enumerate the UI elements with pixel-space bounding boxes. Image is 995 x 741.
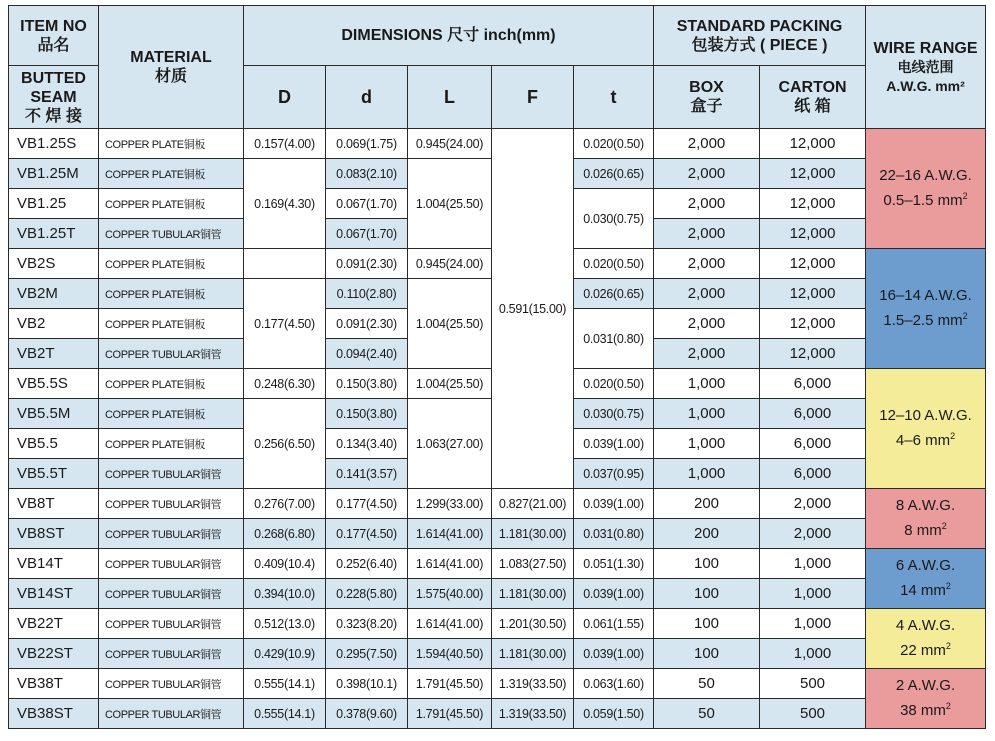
carton-cell: 12,000 (760, 249, 866, 279)
carton-cell: 6,000 (760, 369, 866, 399)
dim-L-header: L (408, 66, 492, 129)
dim-L-cell: 1.614(41.00) (408, 609, 492, 639)
carton-cell: 6,000 (760, 429, 866, 459)
dim-t-cell: 0.039(1.00) (574, 639, 654, 669)
dim-d-cell: 0.398(10.1) (326, 669, 408, 699)
dim-t-cell: 0.059(1.50) (574, 699, 654, 729)
spec-table (8, 5, 986, 729)
item-cell: VB8ST (9, 519, 99, 549)
dim-d-header: d (326, 66, 408, 129)
dim-t-cell: 0.039(1.00) (574, 429, 654, 459)
item-cell: VB5.5T (9, 459, 99, 489)
material-cell: COPPER TUBULAR铜管 (99, 489, 244, 519)
wire-range-cell: 22–16 A.W.G. 0.5–1.5 $mm^2$ (866, 129, 986, 249)
material-cell: COPPER PLATE铜板 (99, 369, 244, 399)
dim-d-cell: 0.177(4.50) (326, 489, 408, 519)
carton-cell: 1,000 (760, 609, 866, 639)
dim-F-cell: 0.827(21.00) (492, 489, 574, 519)
material-header: MATERIAL 材质 (99, 6, 244, 129)
item-cell: VB22ST (9, 639, 99, 669)
box-cell: 1,000 (654, 399, 760, 429)
box-cell: 50 (654, 699, 760, 729)
dim-d-cell: 0.323(8.20) (326, 609, 408, 639)
dim-D-cell: 0.429(10.9) (244, 639, 326, 669)
carton-cell: 12,000 (760, 309, 866, 339)
material-cell: COPPER TUBULAR铜管 (99, 549, 244, 579)
carton-cell: 1,000 (760, 549, 866, 579)
material-cell: COPPER PLATE铜板 (99, 429, 244, 459)
material-cell: COPPER TUBULAR铜管 (99, 519, 244, 549)
wire-range-cell: 4 A.W.G. 22 $mm^2$ (866, 609, 986, 669)
material-cell: COPPER TUBULAR铜管 (99, 699, 244, 729)
dim-L-cell: 1.614(41.00) (408, 549, 492, 579)
material-cell: COPPER TUBULAR铜管 (99, 639, 244, 669)
item-cell: VB38ST (9, 699, 99, 729)
box-cell: 2,000 (654, 189, 760, 219)
dim-L-cell: 1.791(45.50) (408, 669, 492, 699)
dim-d-cell: 0.067(1.70) (326, 219, 408, 249)
box-cell: 1,000 (654, 459, 760, 489)
box-cell: 2,000 (654, 339, 760, 369)
packing-header: STANDARD PACKING 包装方式 ( PIECE ) (654, 6, 866, 66)
dim-d-cell: 0.091(2.30) (326, 309, 408, 339)
box-cell: 100 (654, 579, 760, 609)
dim-L-cell: 1.004(25.50) (408, 369, 492, 399)
dim-d-cell: 0.134(3.40) (326, 429, 408, 459)
box-cell: 100 (654, 549, 760, 579)
dim-D-cell: 0.409(10.4) (244, 549, 326, 579)
material-cell: COPPER TUBULAR铜管 (99, 579, 244, 609)
carton-cell: 12,000 (760, 129, 866, 159)
item-cell: VB2 (9, 309, 99, 339)
carton-cell: 2,000 (760, 519, 866, 549)
item-cell: VB5.5M (9, 399, 99, 429)
dim-d-cell: 0.177(4.50) (326, 519, 408, 549)
item-cell: VB14T (9, 549, 99, 579)
dim-F-cell: 1.181(30.00) (492, 579, 574, 609)
dim-d-cell: 0.228(5.80) (326, 579, 408, 609)
box-cell: 50 (654, 669, 760, 699)
dim-F-cell: 1.319(33.50) (492, 699, 574, 729)
material-cell: COPPER TUBULAR铜管 (99, 459, 244, 489)
dim-t-cell: 0.026(0.65) (574, 159, 654, 189)
dim-L-cell: 1.594(40.50) (408, 639, 492, 669)
box-cell: 2,000 (654, 279, 760, 309)
carton-cell: 500 (760, 699, 866, 729)
item-cell: VB8T (9, 489, 99, 519)
table-row (9, 669, 986, 699)
dim-D-cell: 0.169(4.30) (244, 159, 326, 249)
item-cell: VB14ST (9, 579, 99, 609)
dim-t-cell: 0.051(1.30) (574, 549, 654, 579)
item-cell: VB38T (9, 669, 99, 699)
dim-t-cell: 0.020(0.50) (574, 249, 654, 279)
dim-D-cell: 0.512(13.0) (244, 609, 326, 639)
table-row (9, 609, 986, 639)
material-cell: COPPER PLATE铜板 (99, 189, 244, 219)
dim-D-cell: 0.555(14.1) (244, 699, 326, 729)
item-cell: VB5.5S (9, 369, 99, 399)
dim-t-cell: 0.039(1.00) (574, 489, 654, 519)
item-cell: VB5.5 (9, 429, 99, 459)
dim-t-cell: 0.030(0.75) (574, 399, 654, 429)
box-cell: 1,000 (654, 429, 760, 459)
table-row (9, 489, 986, 519)
table-row (9, 549, 986, 579)
dim-D-header: D (244, 66, 326, 129)
dim-d-cell: 0.067(1.70) (326, 189, 408, 219)
item-cell: VB1.25T (9, 219, 99, 249)
box-cell: 200 (654, 489, 760, 519)
dim-d-cell: 0.252(6.40) (326, 549, 408, 579)
dim-d-cell: 0.378(9.60) (326, 699, 408, 729)
item-no-header: ITEM NO 品名 (9, 6, 99, 66)
dim-L-cell: 1.575(40.00) (408, 579, 492, 609)
table-row (9, 519, 986, 549)
item-cell: VB2M (9, 279, 99, 309)
wire-range-header: WIRE RANGE 电线范围 A.W.G. mm² (866, 6, 986, 129)
table-row (9, 129, 986, 159)
dim-t-cell: 0.039(1.00) (574, 579, 654, 609)
material-cell: COPPER PLATE铜板 (99, 129, 244, 159)
carton-cell: 2,000 (760, 489, 866, 519)
box-cell: 2,000 (654, 129, 760, 159)
item-cell: VB2S (9, 249, 99, 279)
dim-D-cell: 0.248(6.30) (244, 369, 326, 399)
material-cell: COPPER PLATE铜板 (99, 159, 244, 189)
dim-D-cell (244, 249, 326, 279)
dimensions-header: DIMENSIONS 尺寸 inch(mm) (244, 6, 654, 66)
dim-D-cell: 0.394(10.0) (244, 579, 326, 609)
box-cell: 100 (654, 609, 760, 639)
dim-F-header: F (492, 66, 574, 129)
dim-F-cell: 1.083(27.50) (492, 549, 574, 579)
wire-range-cell: 16–14 A.W.G. 1.5–2.5 $mm^2$ (866, 249, 986, 369)
table-row (9, 699, 986, 729)
dim-L-cell: 1.004(25.50) (408, 279, 492, 369)
dim-t-cell: 0.030(0.75) (574, 189, 654, 249)
material-cell: COPPER TUBULAR铜管 (99, 609, 244, 639)
dim-d-cell: 0.150(3.80) (326, 399, 408, 429)
box-cell: 100 (654, 639, 760, 669)
wire-range-cell: 8 A.W.G. 8 $mm^2$ (866, 489, 986, 549)
item-cell: VB1.25S (9, 129, 99, 159)
carton-cell: 1,000 (760, 579, 866, 609)
item-cell: VB1.25M (9, 159, 99, 189)
dim-D-cell: 0.555(14.1) (244, 669, 326, 699)
item-cell: VB22T (9, 609, 99, 639)
dim-F-cell: 0.591(15.00) (492, 129, 574, 489)
dim-L-cell: 1.004(25.50) (408, 159, 492, 249)
dim-L-cell: 1.614(41.00) (408, 519, 492, 549)
wire-range-cell: 6 A.W.G. 14 $mm^2$ (866, 549, 986, 609)
dim-t-cell: 0.031(0.80) (574, 519, 654, 549)
dim-L-cell: 1.299(33.00) (408, 489, 492, 519)
butted-seam-header: BUTTED SEAM 不 焊 接 (9, 66, 99, 129)
material-cell: COPPER TUBULAR铜管 (99, 339, 244, 369)
dim-d-cell: 0.083(2.10) (326, 159, 408, 189)
box-header: BOX 盒子 (654, 66, 760, 129)
dim-d-cell: 0.141(3.57) (326, 459, 408, 489)
dim-F-cell: 1.181(30.00) (492, 639, 574, 669)
material-cell: COPPER TUBULAR铜管 (99, 219, 244, 249)
carton-cell: 6,000 (760, 459, 866, 489)
dim-d-cell: 0.110(2.80) (326, 279, 408, 309)
carton-cell: 12,000 (760, 159, 866, 189)
box-cell: 200 (654, 519, 760, 549)
dim-D-cell: 0.268(6.80) (244, 519, 326, 549)
dim-L-cell: 0.945(24.00) (408, 249, 492, 279)
dim-t-cell: 0.063(1.60) (574, 669, 654, 699)
dim-F-cell: 1.319(33.50) (492, 669, 574, 699)
box-cell: 2,000 (654, 159, 760, 189)
dim-t-cell: 0.026(0.65) (574, 279, 654, 309)
dim-t-header: t (574, 66, 654, 129)
carton-cell: 500 (760, 669, 866, 699)
dim-t-cell: 0.020(0.50) (574, 369, 654, 399)
wire-range-cell: 12–10 A.W.G. 4–6 $mm^2$ (866, 369, 986, 489)
wire-range-cell: 2 A.W.G. 38 $mm^2$ (866, 669, 986, 729)
material-cell: COPPER PLATE铜板 (99, 399, 244, 429)
box-cell: 1,000 (654, 369, 760, 399)
carton-header: CARTON 纸 箱 (760, 66, 866, 129)
dim-t-cell: 0.020(0.50) (574, 129, 654, 159)
dim-d-cell: 0.069(1.75) (326, 129, 408, 159)
table-row (9, 639, 986, 669)
carton-cell: 12,000 (760, 219, 866, 249)
dim-d-cell: 0.094(2.40) (326, 339, 408, 369)
dim-t-cell: 0.037(0.95) (574, 459, 654, 489)
dim-d-cell: 0.150(3.80) (326, 369, 408, 399)
dim-L-cell: 1.791(45.50) (408, 699, 492, 729)
material-cell: COPPER TUBULAR铜管 (99, 669, 244, 699)
dim-D-cell: 0.256(6.50) (244, 399, 326, 489)
material-cell: COPPER PLATE铜板 (99, 309, 244, 339)
carton-cell: 6,000 (760, 399, 866, 429)
dim-D-cell: 0.157(4.00) (244, 129, 326, 159)
item-cell: VB1.25 (9, 189, 99, 219)
dim-F-cell: 1.201(30.50) (492, 609, 574, 639)
material-cell: COPPER PLATE铜板 (99, 279, 244, 309)
dim-D-cell: 0.276(7.00) (244, 489, 326, 519)
box-cell: 2,000 (654, 309, 760, 339)
box-cell: 2,000 (654, 249, 760, 279)
dim-t-cell: 0.031(0.80) (574, 309, 654, 369)
dim-L-cell: 0.945(24.00) (408, 129, 492, 159)
carton-cell: 12,000 (760, 339, 866, 369)
dim-F-cell: 1.181(30.00) (492, 519, 574, 549)
item-cell: VB2T (9, 339, 99, 369)
dim-d-cell: 0.295(7.50) (326, 639, 408, 669)
dim-D-cell: 0.177(4.50) (244, 279, 326, 369)
box-cell: 2,000 (654, 219, 760, 249)
table-row (9, 579, 986, 609)
dim-d-cell: 0.091(2.30) (326, 249, 408, 279)
carton-cell: 12,000 (760, 279, 866, 309)
material-cell: COPPER PLATE铜板 (99, 249, 244, 279)
carton-cell: 12,000 (760, 189, 866, 219)
carton-cell: 1,000 (760, 639, 866, 669)
dim-L-cell: 1.063(27.00) (408, 399, 492, 489)
dim-t-cell: 0.061(1.55) (574, 609, 654, 639)
